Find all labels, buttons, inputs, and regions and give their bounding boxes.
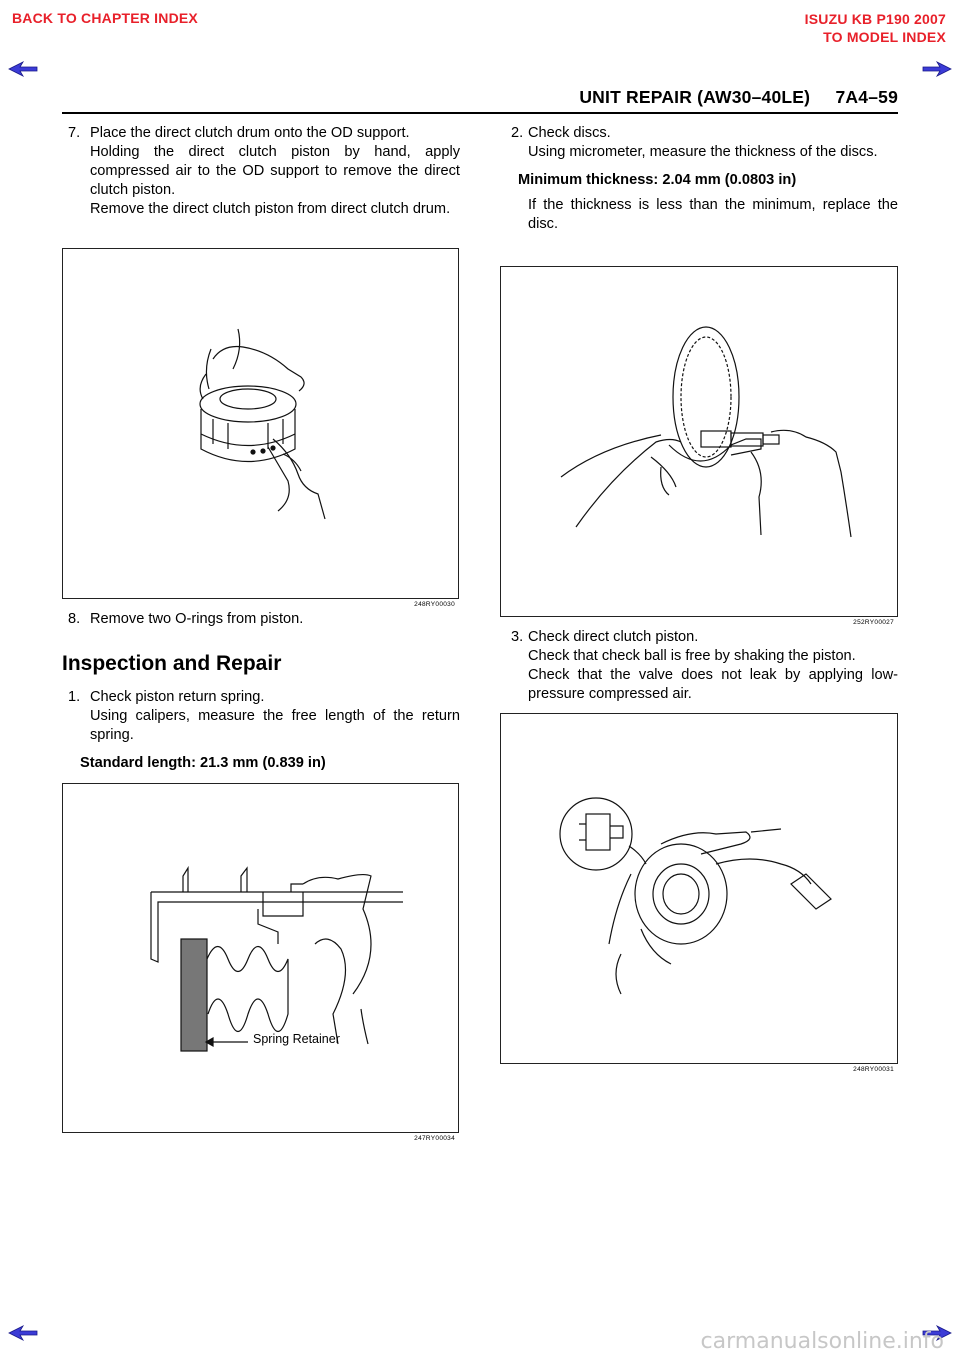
step-text: Check piston return spring. (90, 689, 265, 705)
watermark: carmanualsonline.info (700, 1329, 944, 1354)
step-text: Place the direct clutch drum onto the OD support. (90, 125, 410, 141)
clutch-drum-illustration (63, 249, 460, 600)
micrometer-disc-illustration (501, 267, 899, 618)
step-text: Remove two O-rings from piston. (90, 611, 304, 627)
step-1-detail: Using calipers, measure the free length of the return spring. (90, 708, 460, 743)
figure-code: 248RY00031 (853, 1066, 894, 1073)
model-index-link[interactable] (805, 10, 946, 46)
caliper-spring-illustration (63, 784, 460, 1134)
left-column (62, 124, 460, 219)
step-number: 1. (68, 689, 81, 705)
step-number: 3. (511, 629, 524, 645)
section-heading-inspection: Inspection and Repair (62, 652, 282, 675)
step-text: Check direct clutch piston. (528, 629, 699, 645)
figure-clutch-piston-removal (62, 248, 459, 608)
header-rule (62, 112, 898, 114)
step-1-block (62, 688, 460, 773)
back-to-chapter-index-link[interactable]: BACK TO CHAPTER INDEX (12, 10, 198, 26)
step-2-note: If the thickness is less than the minimum, replace the disc. (528, 197, 898, 232)
previous-page-arrow-icon[interactable] (8, 61, 38, 77)
step-3 (500, 628, 898, 647)
step-3-detail: Check that check ball is free by shaking the piston. (528, 648, 856, 664)
step-text: Check discs. (528, 125, 611, 141)
page-header-title: UNIT REPAIR (AW30–40LE) 7A4–59 (579, 87, 898, 107)
step-8-block (62, 610, 460, 629)
step-8 (62, 610, 460, 629)
step-3-block (500, 628, 898, 704)
piston-air-check-illustration (501, 714, 899, 1065)
spring-retainer-label: Spring Retainer (253, 1032, 340, 1046)
figure-disc-measurement (500, 266, 898, 626)
figure-code: 248RY00030 (414, 601, 455, 608)
step-number: 2. (511, 125, 524, 141)
step-7 (62, 124, 460, 143)
figure-spring-measurement (62, 783, 459, 1142)
figure-code: 252RY00027 (853, 619, 894, 626)
spec-minimum-thickness: Minimum thickness: 2.04 mm (0.0803 in) (518, 172, 797, 188)
spec-standard-length: Standard length: 21.3 mm (0.839 in) (80, 755, 326, 771)
step-number: 8. (68, 611, 81, 627)
figure-code: 247RY00034 (414, 1135, 455, 1142)
step-7-detail: Holding the direct clutch piston by hand, apply compressed air to the OD support to remove the direct clutch piston. (90, 144, 460, 198)
step-number: 7. (68, 125, 81, 141)
model-title: ISUZU KB P190 2007 (804, 11, 946, 27)
step-2-detail: Using micrometer, measure the thickness of the discs. (528, 144, 878, 160)
previous-page-bottom-arrow-icon[interactable] (8, 1325, 38, 1341)
right-column (500, 124, 898, 234)
to-model-index-label: TO MODEL INDEX (823, 29, 946, 45)
step-7-detail-2: Remove the direct clutch piston from direct clutch drum. (90, 201, 451, 217)
step-3-detail-2: Check that the valve does not leak by applying low-pressure compressed air. (528, 667, 898, 702)
figure-piston-check (500, 713, 898, 1073)
step-2 (500, 124, 898, 143)
step-1 (62, 688, 460, 707)
next-page-arrow-icon[interactable] (922, 61, 952, 77)
